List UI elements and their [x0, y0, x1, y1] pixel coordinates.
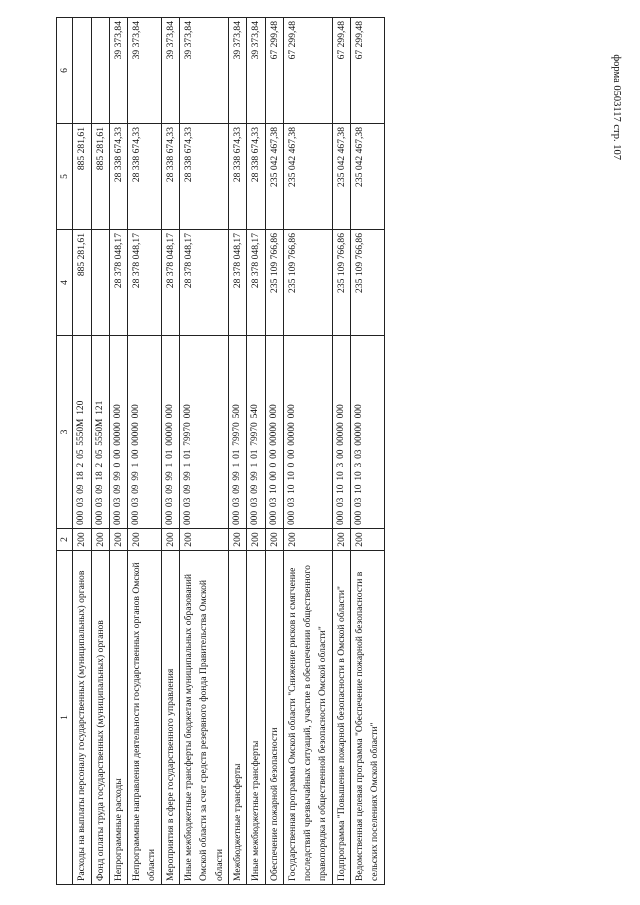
cell-kod: 200 [332, 529, 350, 551]
cell-c5: 28 338 674,33 [161, 124, 179, 230]
form-caption: форма 0503117 стр. 107 [611, 54, 622, 160]
cell-kod: 200 [247, 529, 265, 551]
header-col-4: 4 [57, 230, 73, 336]
cell-c6: 67 299,48 [265, 18, 283, 124]
cell-c4: 28 378 048,17 [161, 230, 179, 336]
cell-c4: 28 378 048,17 [247, 230, 265, 336]
cell-c4: 885 281,61 [73, 230, 91, 336]
cell-c4: 28 378 048,17 [109, 230, 127, 336]
cell-name: Ведомственная целевая программа "Обеспечение пожарной безопасности в сельских поселениях Омской области" [351, 551, 385, 885]
table-row [247, 18, 265, 885]
cell-name: Обеспечение пожарной безопасности [265, 551, 283, 885]
cell-c5: 235 042 467,38 [332, 124, 350, 230]
cell-c4: 235 109 766,86 [283, 230, 332, 336]
cell-kod: 200 [228, 529, 246, 551]
cell-c5: 28 338 674,33 [109, 124, 127, 230]
cell-kod: 200 [91, 529, 109, 551]
cell-code: 000 03 09 99 1 01 00000 000 [161, 336, 179, 529]
cell-c5: 235 042 467,38 [265, 124, 283, 230]
cell-c4: 235 109 766,86 [332, 230, 350, 336]
table-row [161, 18, 179, 885]
cell-c6: 39 373,84 [247, 18, 265, 124]
cell-c4: 28 378 048,17 [128, 230, 162, 336]
cell-kod: 200 [180, 529, 229, 551]
cell-c5: 28 338 674,33 [247, 124, 265, 230]
cell-c6: 67 299,48 [332, 18, 350, 124]
table-row [228, 18, 246, 885]
cell-kod: 200 [351, 529, 385, 551]
table-row [332, 18, 350, 885]
cell-code: 000 03 10 00 0 00 00000 000 [265, 336, 283, 529]
table-row [351, 18, 385, 885]
cell-code: 000 03 09 18 2 05 5550M 120 [73, 336, 91, 529]
cell-c4: 28 378 048,17 [228, 230, 246, 336]
cell-c6: 39 373,84 [161, 18, 179, 124]
cell-code: 000 03 09 99 1 00 00000 000 [128, 336, 162, 529]
header-col-1: 1 [57, 551, 73, 885]
cell-c5: 235 042 467,38 [351, 124, 385, 230]
cell-c6: 67 299,48 [283, 18, 332, 124]
cell-code: 000 03 09 18 2 05 5550M 121 [91, 336, 109, 529]
cell-c4: 235 109 766,86 [265, 230, 283, 336]
table-row [265, 18, 283, 885]
cell-c5: 885 281,61 [91, 124, 109, 230]
header-row [57, 18, 73, 885]
cell-c6: 39 373,84 [180, 18, 229, 124]
cell-name: Расходы на выплаты персоналу государственных (муниципальных) органов [73, 551, 91, 885]
cell-c6: 39 373,84 [128, 18, 162, 124]
cell-name: Непрограммные направления деятельности государственных органов Омской области [128, 551, 162, 885]
cell-c5: 235 042 467,38 [283, 124, 332, 230]
cell-name: Фонд оплаты труда государственных (муниципальных) органов [91, 551, 109, 885]
cell-code: 000 03 09 99 0 00 00000 000 [109, 336, 127, 529]
table-row [109, 18, 127, 885]
cell-c5: 28 338 674,33 [128, 124, 162, 230]
cell-kod: 200 [283, 529, 332, 551]
table-row [180, 18, 229, 885]
cell-kod: 200 [73, 529, 91, 551]
table-row [91, 18, 109, 885]
cell-name: Непрограммные расходы [109, 551, 127, 885]
cell-code: 000 03 09 99 1 01 79970 500 [228, 336, 246, 529]
cell-c6: 67 299,48 [351, 18, 385, 124]
table-row [73, 18, 91, 885]
cell-kod: 200 [109, 529, 127, 551]
cell-name: Государственная программа Омской области "Снижение рисков и смягчение последствий чрезвычайных ситуаций, участие в обеспечении общественного правопорядка и общественной безопасности Омской области" [283, 551, 332, 885]
cell-c4: 235 109 766,86 [351, 230, 385, 336]
cell-c6 [73, 18, 91, 124]
report-table [56, 17, 385, 885]
cell-name: Мероприятия в сфере государственного управления [161, 551, 179, 885]
header-col-6: 6 [57, 18, 73, 124]
table-row [283, 18, 332, 885]
cell-c6: 39 373,84 [228, 18, 246, 124]
cell-c5: 28 338 674,33 [180, 124, 229, 230]
cell-name: Иные межбюджетные трансферты [247, 551, 265, 885]
cell-code: 000 03 10 10 0 00 00000 000 [283, 336, 332, 529]
cell-c4: 28 378 048,17 [180, 230, 229, 336]
cell-code: 000 03 09 99 1 01 79970 540 [247, 336, 265, 529]
cell-c6: 39 373,84 [109, 18, 127, 124]
cell-c5: 885 281,61 [73, 124, 91, 230]
cell-kod: 200 [128, 529, 162, 551]
cell-code: 000 03 09 99 1 01 79970 000 [180, 336, 229, 529]
cell-code: 000 03 10 10 3 03 00000 000 [351, 336, 385, 529]
header-col-3: 3 [57, 336, 73, 529]
header-col-5: 5 [57, 124, 73, 230]
cell-code: 000 03 10 10 3 00 00000 000 [332, 336, 350, 529]
rotated-page [56, 18, 621, 885]
table-row [128, 18, 162, 885]
cell-name: Подпрограмма "Повышение пожарной безопасности в Омской области" [332, 551, 350, 885]
header-col-2: 2 [57, 529, 73, 551]
cell-name: Межбюджетные трансферты [228, 551, 246, 885]
cell-c6 [91, 18, 109, 124]
cell-c4 [91, 230, 109, 336]
cell-name: Иные межбюджетные трансферты бюджетам муниципальных образований Омской области за счет средств резервного фонда Правительства Омской области [180, 551, 229, 885]
cell-kod: 200 [265, 529, 283, 551]
cell-kod: 200 [161, 529, 179, 551]
cell-c5: 28 338 674,33 [228, 124, 246, 230]
